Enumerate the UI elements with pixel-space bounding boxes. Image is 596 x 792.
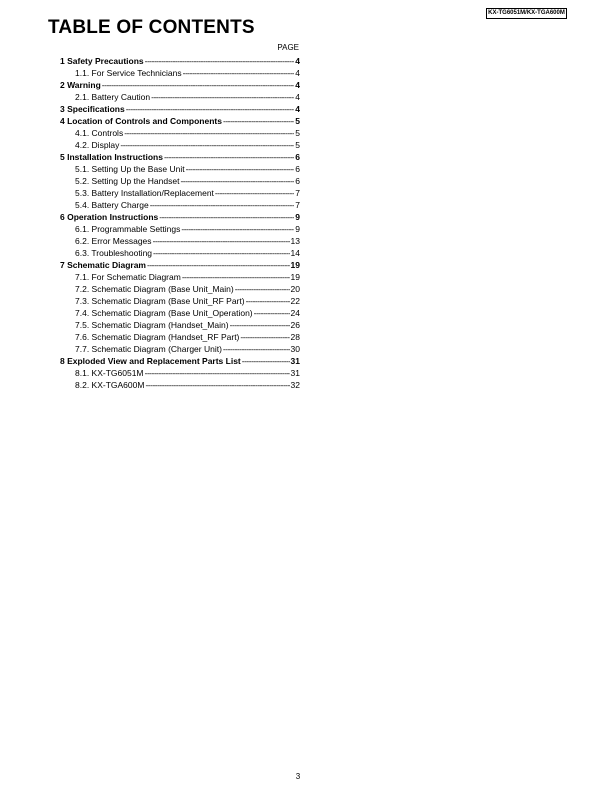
toc-entry-label: 6.3. Troubleshooting [75, 248, 153, 258]
toc-entry[interactable] [60, 151, 300, 163]
toc-entry-page: 19 [290, 272, 300, 282]
toc-entry[interactable] [60, 307, 300, 319]
table-of-contents [60, 55, 300, 391]
toc-entry[interactable] [60, 199, 300, 211]
toc-entry-page: 20 [290, 284, 300, 294]
page-column-header: PAGE [277, 43, 299, 52]
page-title: TABLE OF CONTENTS [48, 17, 255, 38]
toc-dot-leader [254, 307, 290, 319]
toc-entry-label: 7.7. Schematic Diagram (Charger Unit) [75, 344, 222, 354]
toc-entry-page: 28 [290, 332, 300, 342]
toc-entry-page: 14 [290, 248, 300, 258]
toc-dot-leader [183, 67, 295, 79]
toc-entry-label: 7.1. For Schematic Diagram [75, 272, 181, 282]
toc-entry-label: 7.6. Schematic Diagram (Handset_RF Part) [75, 332, 240, 342]
toc-dot-leader [102, 79, 294, 91]
toc-dot-leader [145, 367, 290, 379]
toc-entry[interactable] [60, 79, 300, 91]
toc-dot-leader [153, 247, 290, 259]
toc-entry[interactable] [60, 331, 300, 343]
model-number-label: KX-TG6051M/KX-TGA600M [486, 8, 567, 19]
toc-dot-leader [182, 271, 290, 283]
page-number: 3 [295, 772, 301, 781]
toc-entry-page: 6 [295, 164, 300, 174]
toc-entry[interactable] [60, 103, 300, 115]
toc-entry-label: 4.2. Display [75, 140, 120, 150]
toc-entry-label: 5.1. Setting Up the Base Unit [75, 164, 185, 174]
toc-dot-leader [126, 103, 295, 115]
toc-entry[interactable] [60, 259, 300, 271]
toc-entry[interactable] [60, 67, 300, 79]
toc-entry-label: 6.1. Programmable Settings [75, 224, 181, 234]
toc-dot-leader [223, 343, 290, 355]
toc-entry[interactable] [60, 355, 300, 367]
toc-entry-page: 6 [295, 152, 300, 162]
toc-entry-page: 4 [295, 68, 300, 78]
toc-entry-page: 9 [295, 224, 300, 234]
toc-entry-label: 7.2. Schematic Diagram (Base Unit_Main) [75, 284, 234, 294]
toc-entry-page: 19 [290, 260, 300, 270]
toc-entry[interactable] [60, 223, 300, 235]
toc-dot-leader [235, 283, 290, 295]
toc-entry-page: 22 [290, 296, 300, 306]
toc-entry[interactable] [60, 379, 300, 391]
toc-dot-leader [240, 331, 289, 343]
toc-entry-label: 8 Exploded View and Replacement Parts List [60, 356, 241, 366]
toc-entry-page: 31 [290, 368, 300, 378]
toc-entry-label: 5.2. Setting Up the Handset [75, 176, 180, 186]
toc-entry-page: 9 [295, 212, 300, 222]
toc-dot-leader [145, 55, 295, 67]
toc-entry[interactable] [60, 271, 300, 283]
toc-entry-page: 32 [290, 380, 300, 390]
toc-entry-page: 7 [295, 200, 300, 210]
toc-entry-label: 8.2. KX-TGA600M [75, 380, 145, 390]
toc-entry-page: 26 [290, 320, 300, 330]
toc-entry-label: 2.1. Battery Caution [75, 92, 151, 102]
toc-dot-leader [153, 235, 290, 247]
toc-entry-label: 7.4. Schematic Diagram (Base Unit_Operation) [75, 308, 253, 318]
toc-entry[interactable] [60, 187, 300, 199]
toc-entry[interactable] [60, 139, 300, 151]
toc-entry-label: 6 Operation Instructions [60, 212, 159, 222]
toc-entry-label: 7 Schematic Diagram [60, 260, 146, 270]
toc-entry[interactable] [60, 247, 300, 259]
toc-dot-leader [246, 295, 290, 307]
toc-entry-label: 1 Safety Precautions [60, 56, 144, 66]
toc-entry-page: 4 [295, 104, 300, 114]
toc-dot-leader [186, 163, 295, 175]
toc-entry-page: 4 [295, 92, 300, 102]
toc-entry[interactable] [60, 91, 300, 103]
toc-entry-page: 6 [295, 176, 300, 186]
toc-dot-leader [150, 199, 295, 211]
toc-entry-label: 5 Installation Instructions [60, 152, 163, 162]
toc-entry-label: 4.1. Controls [75, 128, 124, 138]
toc-entry[interactable] [60, 127, 300, 139]
toc-entry[interactable] [60, 319, 300, 331]
toc-dot-leader [120, 139, 294, 151]
toc-entry-page: 5 [295, 128, 300, 138]
toc-entry-label: 7.5. Schematic Diagram (Handset_Main) [75, 320, 229, 330]
toc-entry-label: 2 Warning [60, 80, 101, 90]
toc-entry-label: 8.1. KX-TG6051M [75, 368, 144, 378]
toc-dot-leader [215, 187, 294, 199]
toc-entry-label: 4 Location of Controls and Components [60, 116, 222, 126]
toc-entry-label: 1.1. For Service Technicians [75, 68, 182, 78]
toc-entry[interactable] [60, 175, 300, 187]
toc-dot-leader [242, 355, 290, 367]
toc-entry-page: 13 [290, 236, 300, 246]
toc-dot-leader [124, 127, 294, 139]
toc-entry-page: 24 [290, 308, 300, 318]
toc-dot-leader [151, 91, 294, 103]
toc-dot-leader [164, 151, 294, 163]
toc-entry-label: 5.4. Battery Charge [75, 200, 149, 210]
toc-entry-label: 5.3. Battery Installation/Replacement [75, 188, 214, 198]
toc-entry-label: 3 Specifications [60, 104, 125, 114]
toc-entry[interactable] [60, 55, 300, 67]
toc-dot-leader [159, 211, 294, 223]
toc-entry-page: 5 [295, 116, 300, 126]
toc-entry[interactable] [60, 235, 300, 247]
toc-entry-label: 6.2. Error Messages [75, 236, 152, 246]
toc-entry-page: 5 [295, 140, 300, 150]
toc-entry[interactable] [60, 343, 300, 355]
toc-entry[interactable] [60, 367, 300, 379]
toc-entry-page: 31 [290, 356, 300, 366]
toc-dot-leader [223, 115, 294, 127]
toc-dot-leader [180, 175, 294, 187]
toc-entry-label: 7.3. Schematic Diagram (Base Unit_RF Part) [75, 296, 245, 306]
toc-dot-leader [145, 379, 289, 391]
toc-entry-page: 7 [295, 188, 300, 198]
toc-dot-leader [230, 319, 290, 331]
toc-entry-page: 4 [295, 56, 300, 66]
toc-entry[interactable] [60, 115, 300, 127]
toc-dot-leader [181, 223, 294, 235]
toc-entry[interactable] [60, 211, 300, 223]
toc-entry[interactable] [60, 283, 300, 295]
toc-dot-leader [147, 259, 290, 271]
toc-entry-page: 30 [290, 344, 300, 354]
toc-entry-page: 4 [295, 80, 300, 90]
toc-entry[interactable] [60, 295, 300, 307]
toc-entry[interactable] [60, 163, 300, 175]
